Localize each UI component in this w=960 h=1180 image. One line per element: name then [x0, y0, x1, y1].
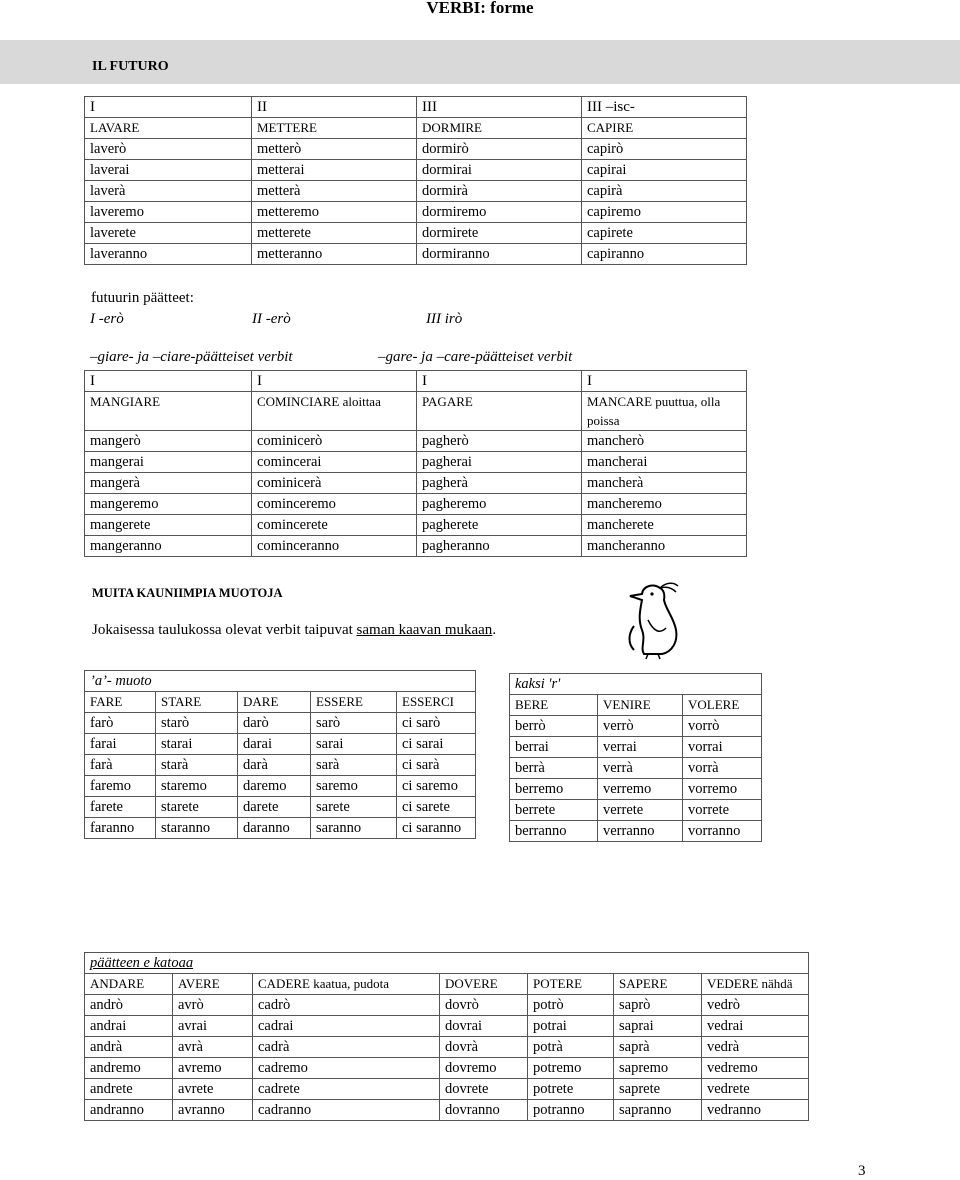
table-cell: metterà — [252, 181, 417, 202]
table-cell: metterete — [252, 223, 417, 244]
table-cell: starò — [156, 713, 238, 734]
table-cell: ci sarete — [397, 797, 476, 818]
table-cell: metterai — [252, 160, 417, 181]
table-cell: DARE — [238, 692, 311, 713]
table-cell: starete — [156, 797, 238, 818]
table-cell: vorrai — [683, 737, 762, 758]
table-cell: sapranno — [614, 1100, 702, 1121]
table-cell: capirete — [582, 223, 747, 244]
table-cell: vorrete — [683, 800, 762, 821]
table-row — [85, 734, 476, 755]
table-cell: VEDERE nähdä — [702, 974, 809, 995]
table-cell: andremo — [85, 1058, 173, 1079]
table-row — [510, 800, 762, 821]
table-cell: saprà — [614, 1037, 702, 1058]
table-cell: berrete — [510, 800, 598, 821]
table-cell: I — [582, 371, 747, 392]
table-cell: I — [85, 97, 252, 118]
table-cell: berrai — [510, 737, 598, 758]
table-cell: I — [252, 371, 417, 392]
section-band — [0, 40, 960, 84]
table-cell: daremo — [238, 776, 311, 797]
table-cell: pagheranno — [417, 536, 582, 557]
table-cell: dovrà — [440, 1037, 528, 1058]
table-cell: laveremo — [85, 202, 252, 223]
gare-care-heading: –gare- ja –care-päätteiset verbit — [378, 349, 573, 365]
table-cell: mancherete — [582, 515, 747, 536]
table-cell: laveranno — [85, 244, 252, 265]
table-cell: avrai — [173, 1016, 253, 1037]
table-cell: capirai — [582, 160, 747, 181]
table-caption-row — [85, 953, 809, 974]
table-cell: VOLERE — [683, 695, 762, 716]
table-cell: mangeremo — [85, 494, 252, 515]
table-cell: mangerai — [85, 452, 252, 473]
table-cell: darete — [238, 797, 311, 818]
table-cell: staremo — [156, 776, 238, 797]
table-cell: capirà — [582, 181, 747, 202]
table-row — [85, 452, 747, 473]
table-row — [85, 139, 747, 160]
table-cell: avrà — [173, 1037, 253, 1058]
table-cell: berrà — [510, 758, 598, 779]
table-cell: cadremo — [253, 1058, 440, 1079]
table-row — [85, 431, 747, 452]
table-cell: cominceranno — [252, 536, 417, 557]
ending-second: II -erò — [252, 311, 291, 327]
table-cell: I — [85, 371, 252, 392]
table-cell: SAPERE — [614, 974, 702, 995]
table-caption-row — [510, 674, 762, 695]
ending-third: III irò — [426, 311, 463, 327]
table-cell: farà — [85, 755, 156, 776]
table-cell: vedrò — [702, 995, 809, 1016]
table-cell: comincerai — [252, 452, 417, 473]
table-cell: cominceremo — [252, 494, 417, 515]
table-cell: andrà — [85, 1037, 173, 1058]
table-cell: berranno — [510, 821, 598, 842]
table-cell: mancheranno — [582, 536, 747, 557]
table-caption — [85, 953, 809, 974]
endings-label: futuurin päätteet: — [91, 290, 194, 306]
table-cell: dormiranno — [417, 244, 582, 265]
table-cell: vorrò — [683, 716, 762, 737]
table-cell: avrò — [173, 995, 253, 1016]
table-cell: verranno — [598, 821, 683, 842]
table-caption: kaksi 'r' — [510, 674, 762, 695]
table-cell: farete — [85, 797, 156, 818]
table-cell: cadrete — [253, 1079, 440, 1100]
table-cell: sarete — [311, 797, 397, 818]
table-row — [85, 776, 476, 797]
table-cell: DOVERE — [440, 974, 528, 995]
table-cell: farai — [85, 734, 156, 755]
table-caption: ’a’- muoto — [85, 671, 476, 692]
table-cell: COMINCIARE aloittaa — [252, 392, 417, 431]
table-cell: avremo — [173, 1058, 253, 1079]
table-cell: faremo — [85, 776, 156, 797]
ending-first: I -erò — [90, 311, 124, 327]
table-row — [85, 494, 747, 515]
table-cell: ESSERE — [311, 692, 397, 713]
table-cell: ci saremo — [397, 776, 476, 797]
note-underlined: saman kaavan mukaan — [356, 622, 493, 638]
page-title-bold: VERBI: — [426, 0, 486, 17]
table-cell: darà — [238, 755, 311, 776]
table-cell: III — [417, 97, 582, 118]
page-title-rest: forme — [490, 0, 534, 17]
table-row — [85, 1037, 809, 1058]
table-cell: dormirò — [417, 139, 582, 160]
table-cell: mangeranno — [85, 536, 252, 557]
table-cell: andrai — [85, 1016, 173, 1037]
table-cell: potrete — [528, 1079, 614, 1100]
table-row — [85, 473, 747, 494]
table-cell: cadrà — [253, 1037, 440, 1058]
table-cell: mancherà — [582, 473, 747, 494]
table-cell: cominicerà — [252, 473, 417, 494]
table-cell: dormirete — [417, 223, 582, 244]
table-cell: darò — [238, 713, 311, 734]
table-row — [510, 821, 762, 842]
table-row — [85, 371, 747, 392]
table-cell: vedrai — [702, 1016, 809, 1037]
table-row — [85, 202, 747, 223]
muita-heading: MUITA KAUNIIMPIA MUOTOJA — [92, 586, 283, 600]
table-cell: mancherò — [582, 431, 747, 452]
table-cell: capirò — [582, 139, 747, 160]
table-cell: verrà — [598, 758, 683, 779]
table-row — [85, 995, 809, 1016]
table-cell: dormiremo — [417, 202, 582, 223]
note-text-end: . — [492, 622, 497, 638]
table-cell: sarò — [311, 713, 397, 734]
table-cell: I — [417, 371, 582, 392]
double-r-table — [509, 673, 762, 842]
table-cell: mangerò — [85, 431, 252, 452]
table-row — [85, 392, 747, 431]
table-cell: ci sarai — [397, 734, 476, 755]
table-cell: laverete — [85, 223, 252, 244]
table-cell: sarà — [311, 755, 397, 776]
a-form-table — [84, 670, 476, 839]
table-cell: saremo — [311, 776, 397, 797]
table-row — [85, 536, 747, 557]
table-cell: andrò — [85, 995, 173, 1016]
table-cell: laverò — [85, 139, 252, 160]
table-cell: laverà — [85, 181, 252, 202]
table-cell: STARE — [156, 692, 238, 713]
table-cell: vedrà — [702, 1037, 809, 1058]
table-cell: verrai — [598, 737, 683, 758]
table-cell: potremo — [528, 1058, 614, 1079]
table-row — [85, 1058, 809, 1079]
table-row — [85, 692, 476, 713]
table-cell: mancherai — [582, 452, 747, 473]
table-cell: II — [252, 97, 417, 118]
table-cell: CADERE kaatua, pudota — [253, 974, 440, 995]
table-cell: vedranno — [702, 1100, 809, 1121]
table-cell: faranno — [85, 818, 156, 839]
table-cell: potrai — [528, 1016, 614, 1037]
table-cell: vorremo — [683, 779, 762, 800]
table-cell: vorranno — [683, 821, 762, 842]
table-cell: saprete — [614, 1079, 702, 1100]
table-cell: dormirai — [417, 160, 582, 181]
table-cell: verrò — [598, 716, 683, 737]
table-row — [510, 716, 762, 737]
table-cell: laverai — [85, 160, 252, 181]
table-cell: starai — [156, 734, 238, 755]
table-cell: pagherò — [417, 431, 582, 452]
table-cell: AVERE — [173, 974, 253, 995]
table-cell: cadrò — [253, 995, 440, 1016]
table-cell: BERE — [510, 695, 598, 716]
table-cell: metteremo — [252, 202, 417, 223]
table-row — [85, 160, 747, 181]
table-cell: verremo — [598, 779, 683, 800]
e-drops-table — [84, 952, 809, 1121]
table-row — [85, 797, 476, 818]
table-cell: cadrai — [253, 1016, 440, 1037]
table-cell: dovrò — [440, 995, 528, 1016]
table-caption-text: päätteen e katoaa — [90, 955, 194, 971]
table-row — [85, 974, 809, 995]
table-cell: dovrai — [440, 1016, 528, 1037]
table-row — [510, 779, 762, 800]
table-cell: pagheremo — [417, 494, 582, 515]
section-title: IL FUTURO — [92, 59, 169, 74]
table-cell: saprai — [614, 1016, 702, 1037]
table-cell: FARE — [85, 692, 156, 713]
table-cell: vedremo — [702, 1058, 809, 1079]
table-row — [85, 1016, 809, 1037]
table-cell: farò — [85, 713, 156, 734]
table-row — [85, 223, 747, 244]
table-row — [85, 244, 747, 265]
table-cell: pagherai — [417, 452, 582, 473]
table-cell: METTERE — [252, 118, 417, 139]
table-row — [510, 695, 762, 716]
table-cell: DORMIRE — [417, 118, 582, 139]
table-row — [85, 713, 476, 734]
table-cell: ESSERCI — [397, 692, 476, 713]
table-cell: ci saranno — [397, 818, 476, 839]
table-cell: CAPIRE — [582, 118, 747, 139]
page-title — [0, 0, 960, 18]
table-row — [85, 97, 747, 118]
table-cell: saprò — [614, 995, 702, 1016]
table-row — [85, 181, 747, 202]
regular-future-table — [84, 96, 747, 265]
table-row — [85, 755, 476, 776]
table-cell: avranno — [173, 1100, 253, 1121]
table-cell: starà — [156, 755, 238, 776]
giare-gare-table — [84, 370, 747, 557]
table-cell: vedrete — [702, 1079, 809, 1100]
same-pattern-note — [92, 622, 496, 639]
table-cell: ANDARE — [85, 974, 173, 995]
table-cell: potrà — [528, 1037, 614, 1058]
table-row — [510, 758, 762, 779]
table-cell: dormirà — [417, 181, 582, 202]
table-cell: andranno — [85, 1100, 173, 1121]
table-row — [85, 515, 747, 536]
table-cell: POTERE — [528, 974, 614, 995]
table-cell: staranno — [156, 818, 238, 839]
table-cell: metteranno — [252, 244, 417, 265]
giare-ciare-heading: –giare- ja –ciare-päätteiset verbit — [90, 349, 293, 365]
page-number: 3 — [858, 1163, 866, 1179]
bird-illustration-icon — [620, 580, 690, 660]
table-cell: mancheremo — [582, 494, 747, 515]
table-cell: potrò — [528, 995, 614, 1016]
table-row — [510, 737, 762, 758]
table-cell: ci sarò — [397, 713, 476, 734]
table-row — [85, 1100, 809, 1121]
table-cell: pagherete — [417, 515, 582, 536]
table-row — [85, 818, 476, 839]
table-cell: darai — [238, 734, 311, 755]
table-row — [85, 1079, 809, 1100]
table-cell: dovrete — [440, 1079, 528, 1100]
table-cell: berremo — [510, 779, 598, 800]
table-cell: PAGARE — [417, 392, 582, 431]
table-cell: MANCARE puuttua, olla poissa — [582, 392, 747, 431]
table-cell: cadranno — [253, 1100, 440, 1121]
table-cell: comincerete — [252, 515, 417, 536]
table-cell: daranno — [238, 818, 311, 839]
note-text-start: Jokaisessa taulukossa olevat verbit taipuvat — [92, 622, 357, 638]
table-row — [85, 118, 747, 139]
table-caption-row — [85, 671, 476, 692]
table-cell: mangerete — [85, 515, 252, 536]
table-cell: potranno — [528, 1100, 614, 1121]
table-cell: ci sarà — [397, 755, 476, 776]
table-cell: dovranno — [440, 1100, 528, 1121]
table-cell: metterò — [252, 139, 417, 160]
table-cell: capiranno — [582, 244, 747, 265]
table-cell: mangerà — [85, 473, 252, 494]
endings-row — [90, 311, 590, 331]
table-cell: avrete — [173, 1079, 253, 1100]
table-cell: capiremo — [582, 202, 747, 223]
table-cell: cominicerò — [252, 431, 417, 452]
table-cell: pagherà — [417, 473, 582, 494]
table-cell: vorrà — [683, 758, 762, 779]
table-cell: sapremo — [614, 1058, 702, 1079]
table-cell: dovremo — [440, 1058, 528, 1079]
table-cell: MANGIARE — [85, 392, 252, 431]
table-cell: LAVARE — [85, 118, 252, 139]
table-cell: berrò — [510, 716, 598, 737]
table-cell: sarai — [311, 734, 397, 755]
table-cell: andrete — [85, 1079, 173, 1100]
table-cell: III –isc- — [582, 97, 747, 118]
table-cell: VENIRE — [598, 695, 683, 716]
table-cell: verrete — [598, 800, 683, 821]
table-cell: saranno — [311, 818, 397, 839]
